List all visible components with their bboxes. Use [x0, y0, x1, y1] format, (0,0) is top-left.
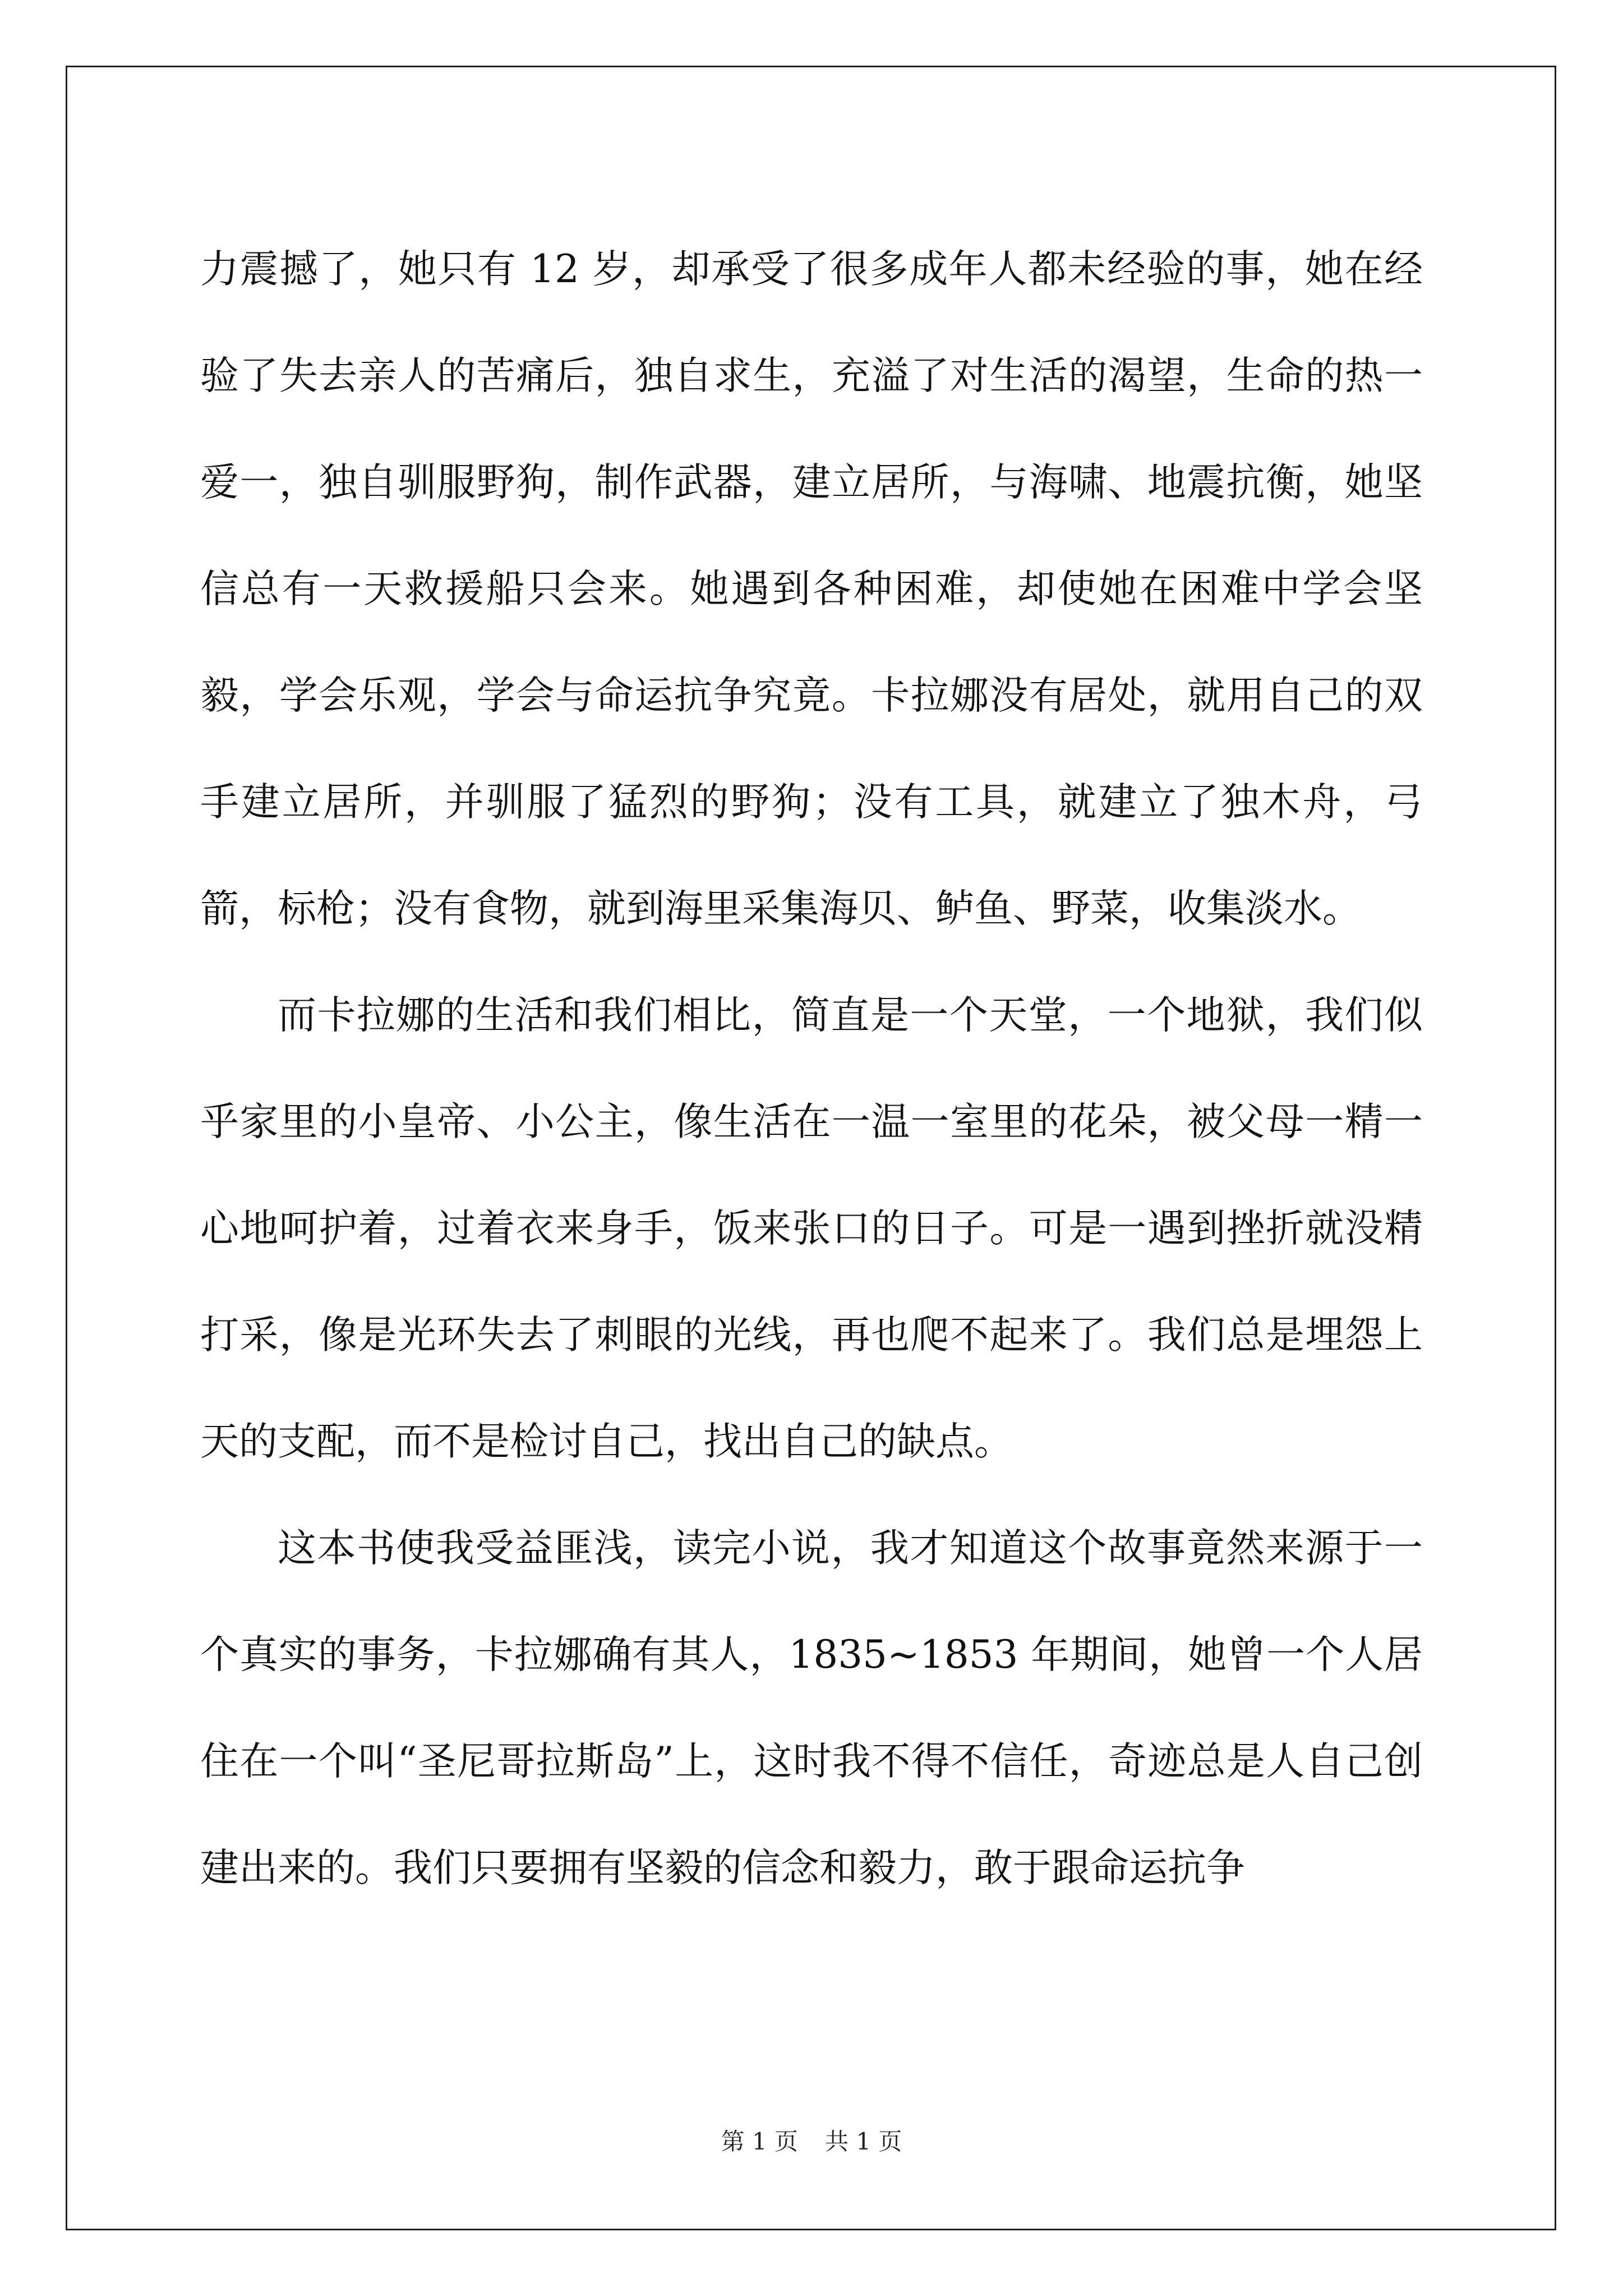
page-total: 共 1 页 — [825, 2128, 902, 2155]
page-footer — [0, 2126, 1623, 2157]
page-number: 第 1 页 — [721, 2128, 798, 2155]
paragraph-3: 这本书使我受益匪浅，读完小说，我才知道这个故事竟然来源于一个真实的事务，卡拉娜确有其人，1835~1853 年期间，她曾一个人居住在一个叫“圣尼哥拉斯岛”上，这时我不得不信任，奇迹总是人自己创建出来的。我们只要拥有坚毅的信念和毅力，敢于跟命运抗争 — [200, 1526, 1423, 1890]
paragraph-2: 而卡拉娜的生活和我们相比，简直是一个天堂，一个地狱，我们似乎家里的小皇帝、小公主，像生活在一温一室里的花朵，被父母一精一心地呵护着，过着衣来身手，饭来张口的日子。可是一遇到挫折就没精打采，像是光环失去了刺眼的光线，再也爬不起来了。我们总是埋怨上天的支配，而不是检讨自己，找出自己的缺点。 — [200, 993, 1423, 1464]
document-body — [200, 216, 1423, 1921]
paragraph-1: 力震撼了，她只有 12 岁，却承受了很多成年人都未经验的事，她在经验了失去亲人的苦痛后，独自求生，充溢了对生活的渴望，生命的热一爱一，独自驯服野狗，制作武器，建立居所，与海啸、地震抗衡，她坚信总有一天救援船只会来。她遇到各种困难，却使她在困难中学会坚毅，学会乐观，学会与命运抗争究竟。卡拉娜没有居处，就用自己的双手建立居所，并驯服了猛烈的野狗；没有工具，就建立了独木舟，弓箭，标枪；没有食物，就到海里采集海贝、鲈鱼、野菜，收集淡水。 — [200, 247, 1423, 931]
